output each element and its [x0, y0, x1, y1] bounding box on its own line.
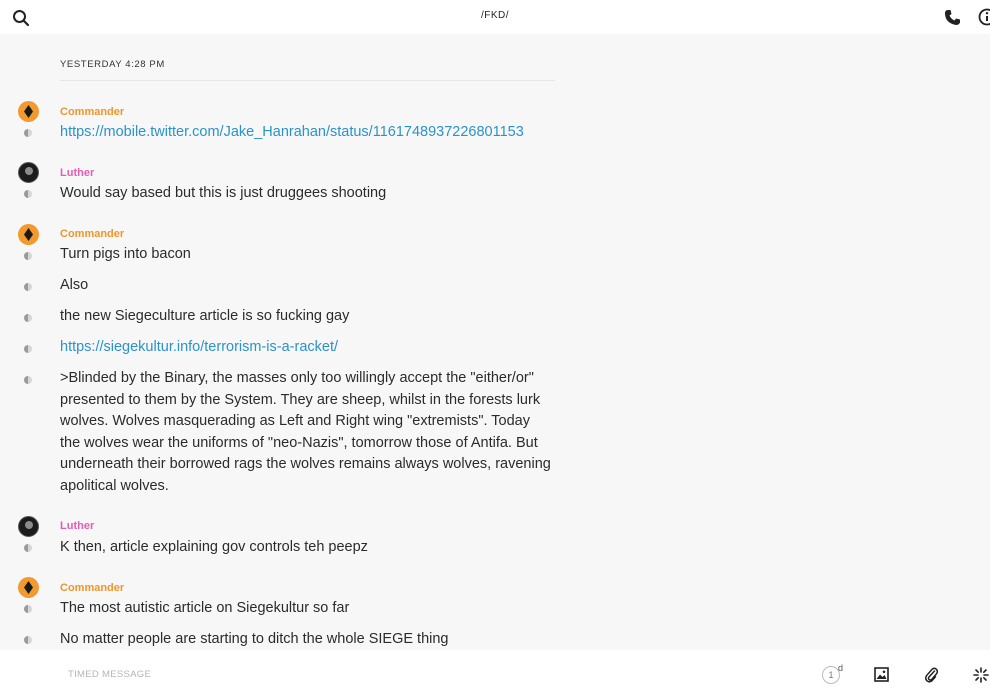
composer-bar [0, 650, 990, 700]
delivery-status-icon [24, 190, 32, 198]
timer-button[interactable]: 1 [822, 666, 840, 684]
message-link[interactable]: https://mobile.twitter.com/Jake_Hanrahan/status/1161748937226801153 [60, 124, 524, 140]
delivery-status-icon [24, 345, 32, 353]
info-icon[interactable] [978, 8, 990, 26]
sender-name[interactable]: Luther [60, 167, 95, 179]
delivery-status-icon [24, 252, 32, 260]
delivery-status-icon [24, 636, 32, 644]
sender-name[interactable]: Luther [60, 520, 95, 532]
message-text: Also [60, 277, 89, 293]
message-link[interactable]: https://siegekultur.info/terrorism-is-a-racket/ [60, 339, 339, 355]
avatar[interactable] [18, 224, 39, 245]
sparkle-icon[interactable] [973, 667, 989, 683]
avatar[interactable] [18, 516, 39, 537]
delivery-status-icon [24, 376, 32, 384]
avatar[interactable] [18, 101, 39, 122]
paperclip-icon[interactable] [924, 666, 938, 683]
delivery-status-icon [24, 129, 32, 137]
phone-icon[interactable] [944, 9, 961, 26]
message-text: Turn pigs into bacon [60, 246, 191, 262]
top-bar [0, 0, 990, 34]
sender-name[interactable]: Commander [60, 582, 125, 594]
avatar[interactable] [18, 162, 39, 183]
avatar[interactable] [18, 577, 39, 598]
delivery-status-icon [24, 605, 32, 613]
message-text: The most autistic article on Siegekultur so far [60, 600, 350, 616]
message-text: the new Siegeculture article is so fucking gay [60, 308, 350, 324]
sender-name[interactable]: Commander [60, 228, 125, 240]
message-text: Would say based but this is just druggees shooting [60, 185, 387, 201]
message-feed[interactable] [0, 34, 990, 650]
sender-name[interactable]: Commander [60, 106, 125, 118]
timer-unit-label: d [838, 663, 844, 673]
date-separator-line [60, 80, 555, 81]
conversation-title[interactable]: /FKD/ [480, 10, 510, 21]
delivery-status-icon [24, 283, 32, 291]
date-separator: YESTERDAY 4:28 PM [60, 59, 165, 70]
delivery-status-icon [24, 314, 32, 322]
message-input[interactable]: TIMED MESSAGE [68, 669, 152, 680]
delivery-status-icon [24, 544, 32, 552]
image-icon[interactable] [874, 667, 889, 682]
message-text: No matter people are starting to ditch the whole SIEGE thing [60, 631, 449, 647]
message-text: >Blinded by the Binary, the masses only too willingly accept the "either/or" presented to them by the System. They are sheep, whilst in the forests lurk wolves. Wolves masquerading as Left and Right wing "extremists". Today the wolves wear the uniforms of "neo-Nazis", tomorrow those of Antifa. But underneath their borrowed rags the wolves remains always wolves, ravening apolitical wolves. [60, 370, 551, 494]
message-text: K then, article explaining gov controls teh peepz [60, 539, 368, 555]
